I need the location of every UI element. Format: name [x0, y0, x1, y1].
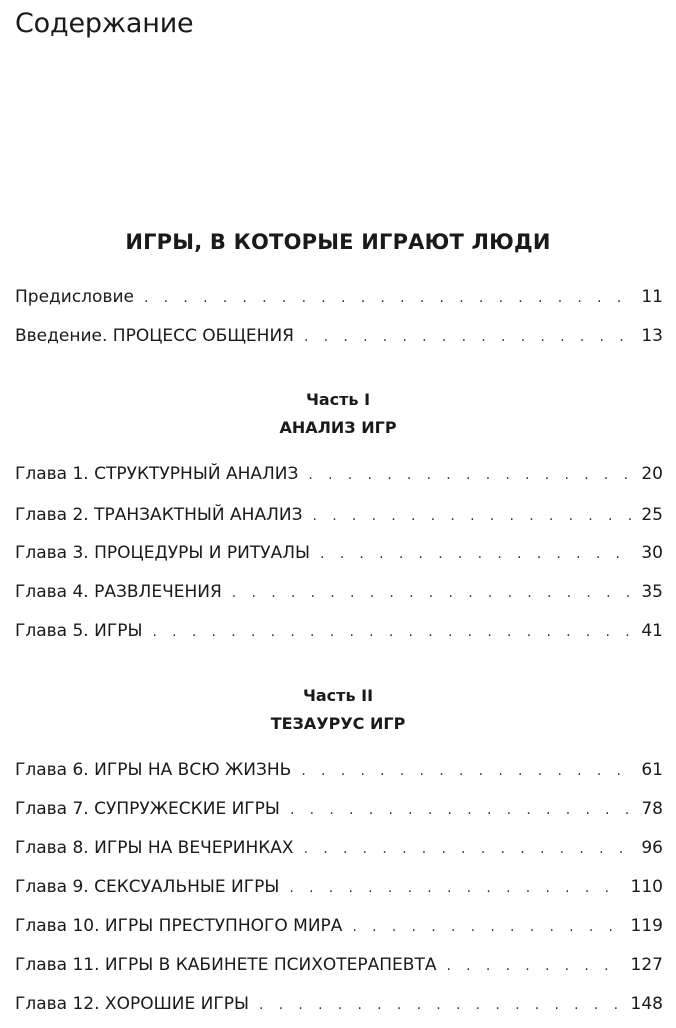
toc-entry-chapter-10[interactable]: [15, 915, 663, 937]
dot-leader: [301, 760, 631, 782]
toc-entry-page: 13: [641, 326, 663, 346]
toc-entry-label: Глава 6. ИГРЫ НА ВСЮ ЖИЗНЬ: [15, 759, 301, 781]
toc-entry-page: 20: [641, 464, 663, 484]
part-1-title: АНАЛИЗ ИГР: [279, 418, 397, 437]
toc-entry-label: Введение. ПРОЦЕСС ОБЩЕНИЯ: [15, 325, 304, 347]
toc-entry-page: 61: [641, 760, 663, 780]
toc-entry-introduction[interactable]: [15, 325, 663, 347]
toc-entry-page: 41: [641, 621, 663, 641]
dot-leader: [446, 955, 620, 977]
toc-entry-label: Глава 8. ИГРЫ НА ВЕЧЕРИНКАХ: [15, 837, 304, 859]
dot-leader: [259, 994, 621, 1016]
toc-entry-label: Глава 4. РАЗВЛЕЧЕНИЯ: [15, 581, 232, 603]
toc-entry-page: 11: [641, 287, 663, 307]
dot-leader: [232, 582, 632, 604]
toc-entry-label: Глава 9. СЕКСУАЛЬНЫЕ ИГРЫ: [15, 876, 289, 898]
toc-entry-label: Глава 11. ИГРЫ В КАБИНЕТЕ ПСИХОТЕРАПЕВТА: [15, 954, 446, 976]
toc-entry-label: Глава 3. ПРОЦЕДУРЫ И РИТУАЛЫ: [15, 542, 320, 564]
toc-entry-chapter-6[interactable]: [15, 759, 663, 781]
dot-leader: [144, 287, 631, 309]
toc-entry-preface[interactable]: [15, 286, 663, 308]
toc-entry-page: 110: [630, 877, 663, 897]
toc-entry-chapter-1[interactable]: [15, 463, 663, 485]
toc-entry-chapter-12[interactable]: [15, 993, 663, 1015]
part-1-label: Часть I: [305, 390, 371, 409]
toc-entry-chapter-3[interactable]: [15, 542, 663, 564]
book-title: ИГРЫ, В КОТОРЫЕ ИГРАЮТ ЛЮДИ: [125, 230, 551, 254]
toc-entry-chapter-4[interactable]: [15, 581, 663, 603]
toc-entry-label: Предисловие: [15, 286, 144, 308]
toc-entry-label: Глава 1. СТРУКТУРНЫЙ АНАЛИЗ: [15, 463, 308, 485]
toc-entry-page: 96: [641, 838, 663, 858]
toc-entry-page: 119: [630, 916, 663, 936]
part-2-title: ТЕЗАУРУС ИГР: [270, 714, 406, 733]
dot-leader: [308, 464, 631, 486]
dot-leader: [352, 916, 620, 938]
dot-leader: [313, 505, 632, 527]
dot-leader: [304, 838, 632, 860]
toc-entry-page: 127: [630, 955, 663, 975]
dot-leader: [152, 621, 631, 643]
dot-leader: [320, 543, 631, 565]
toc-entry-label: Глава 5. ИГРЫ: [15, 620, 152, 642]
toc-entry-label: Глава 2. ТРАНЗАКТНЫЙ АНАЛИЗ: [15, 504, 313, 526]
toc-entry-page: 148: [630, 994, 663, 1014]
toc-entry-label: Глава 10. ИГРЫ ПРЕСТУПНОГО МИРА: [15, 915, 352, 937]
toc-entry-chapter-7[interactable]: [15, 798, 663, 820]
page-heading: Содержание: [15, 8, 194, 39]
dot-leader: [290, 799, 631, 821]
dot-leader: [289, 877, 620, 899]
toc-entry-label: Глава 12. ХОРОШИЕ ИГРЫ: [15, 993, 259, 1015]
toc-entry-chapter-11[interactable]: [15, 954, 663, 976]
toc-entry-page: 30: [641, 543, 663, 563]
toc-entry-chapter-2[interactable]: [15, 504, 663, 526]
toc-entry-chapter-9[interactable]: [15, 876, 663, 898]
toc-entry-chapter-8[interactable]: [15, 837, 663, 859]
toc-entry-page: 35: [641, 582, 663, 602]
part-2-label: Часть II: [302, 686, 374, 705]
toc-entry-chapter-5[interactable]: [15, 620, 663, 642]
toc-entry-page: 78: [641, 799, 663, 819]
toc-entry-label: Глава 7. СУПРУЖЕСКИЕ ИГРЫ: [15, 798, 290, 820]
dot-leader: [304, 326, 631, 348]
toc-entry-page: 25: [641, 505, 663, 525]
